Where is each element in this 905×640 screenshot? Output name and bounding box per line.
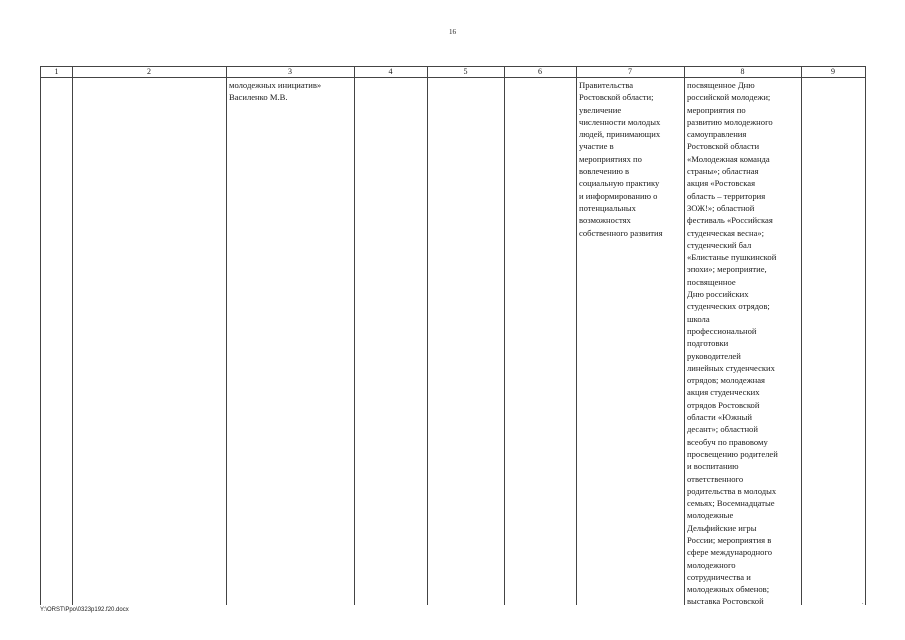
- column-divider: [801, 67, 802, 605]
- column-divider: [72, 67, 73, 605]
- column-number-9: 9: [831, 67, 835, 76]
- column-number-6: 6: [538, 67, 542, 76]
- column-divider: [354, 67, 355, 605]
- column-divider: [576, 67, 577, 605]
- column-divider: [684, 67, 685, 605]
- corner-mark: .: [862, 600, 864, 606]
- column-number-1: 1: [54, 67, 59, 76]
- column-number-5: 5: [463, 67, 468, 76]
- cell-col7-text: Правительства Ростовской области; увеличение численности молодых людей, принимающих участие в мероприятиях по вовлечению в социальную практику и информированию о потенциальных возможностях собственного развития: [579, 80, 663, 238]
- column-divider: [504, 67, 505, 605]
- footer-file-path: Y:\ORST\Ppo\0323p192.f20.docx: [40, 607, 129, 613]
- column-number-8: 8: [740, 67, 745, 76]
- header-divider: [41, 77, 865, 78]
- column-number-7: 7: [628, 67, 632, 76]
- column-divider: [226, 67, 227, 605]
- column-number-2: 2: [147, 67, 151, 76]
- document-table: [40, 66, 866, 605]
- page-number: 16: [449, 28, 456, 36]
- cell-col8-text: посвященное Дню российской молодежи; мероприятия по развитию молодежного самоуправления Ростовской области «Молодежная команда страны»; областная акция «Ростовская область – территория ЗОЖ!»; областной фестиваль «Российская студенческая весна»; студенческий бал «Блистанье пушкинской эпохи»; мероприятие, посвященное Дню российских студенческих отрядов; школа профессиональной подготовки руководителей линейных студенческих отрядов; молодежная акция студенческих отрядов Ростовской области «Южный десант»; областной всеобуч по правовому просвещению родителей и воспитанию ответственного родительства в молодых семьях; Восемнадцатые молодежные Дельфийские игры России; мероприятия в сфере международного молодежного сотрудничества и молодежных обменов; выставка Ростовской: [687, 80, 778, 607]
- column-divider: [427, 67, 428, 605]
- column-number-3: 3: [288, 67, 292, 76]
- cell-col3-text: молодежных инициатив» Василенко М.В.: [229, 80, 322, 103]
- column-number-4: 4: [388, 67, 393, 76]
